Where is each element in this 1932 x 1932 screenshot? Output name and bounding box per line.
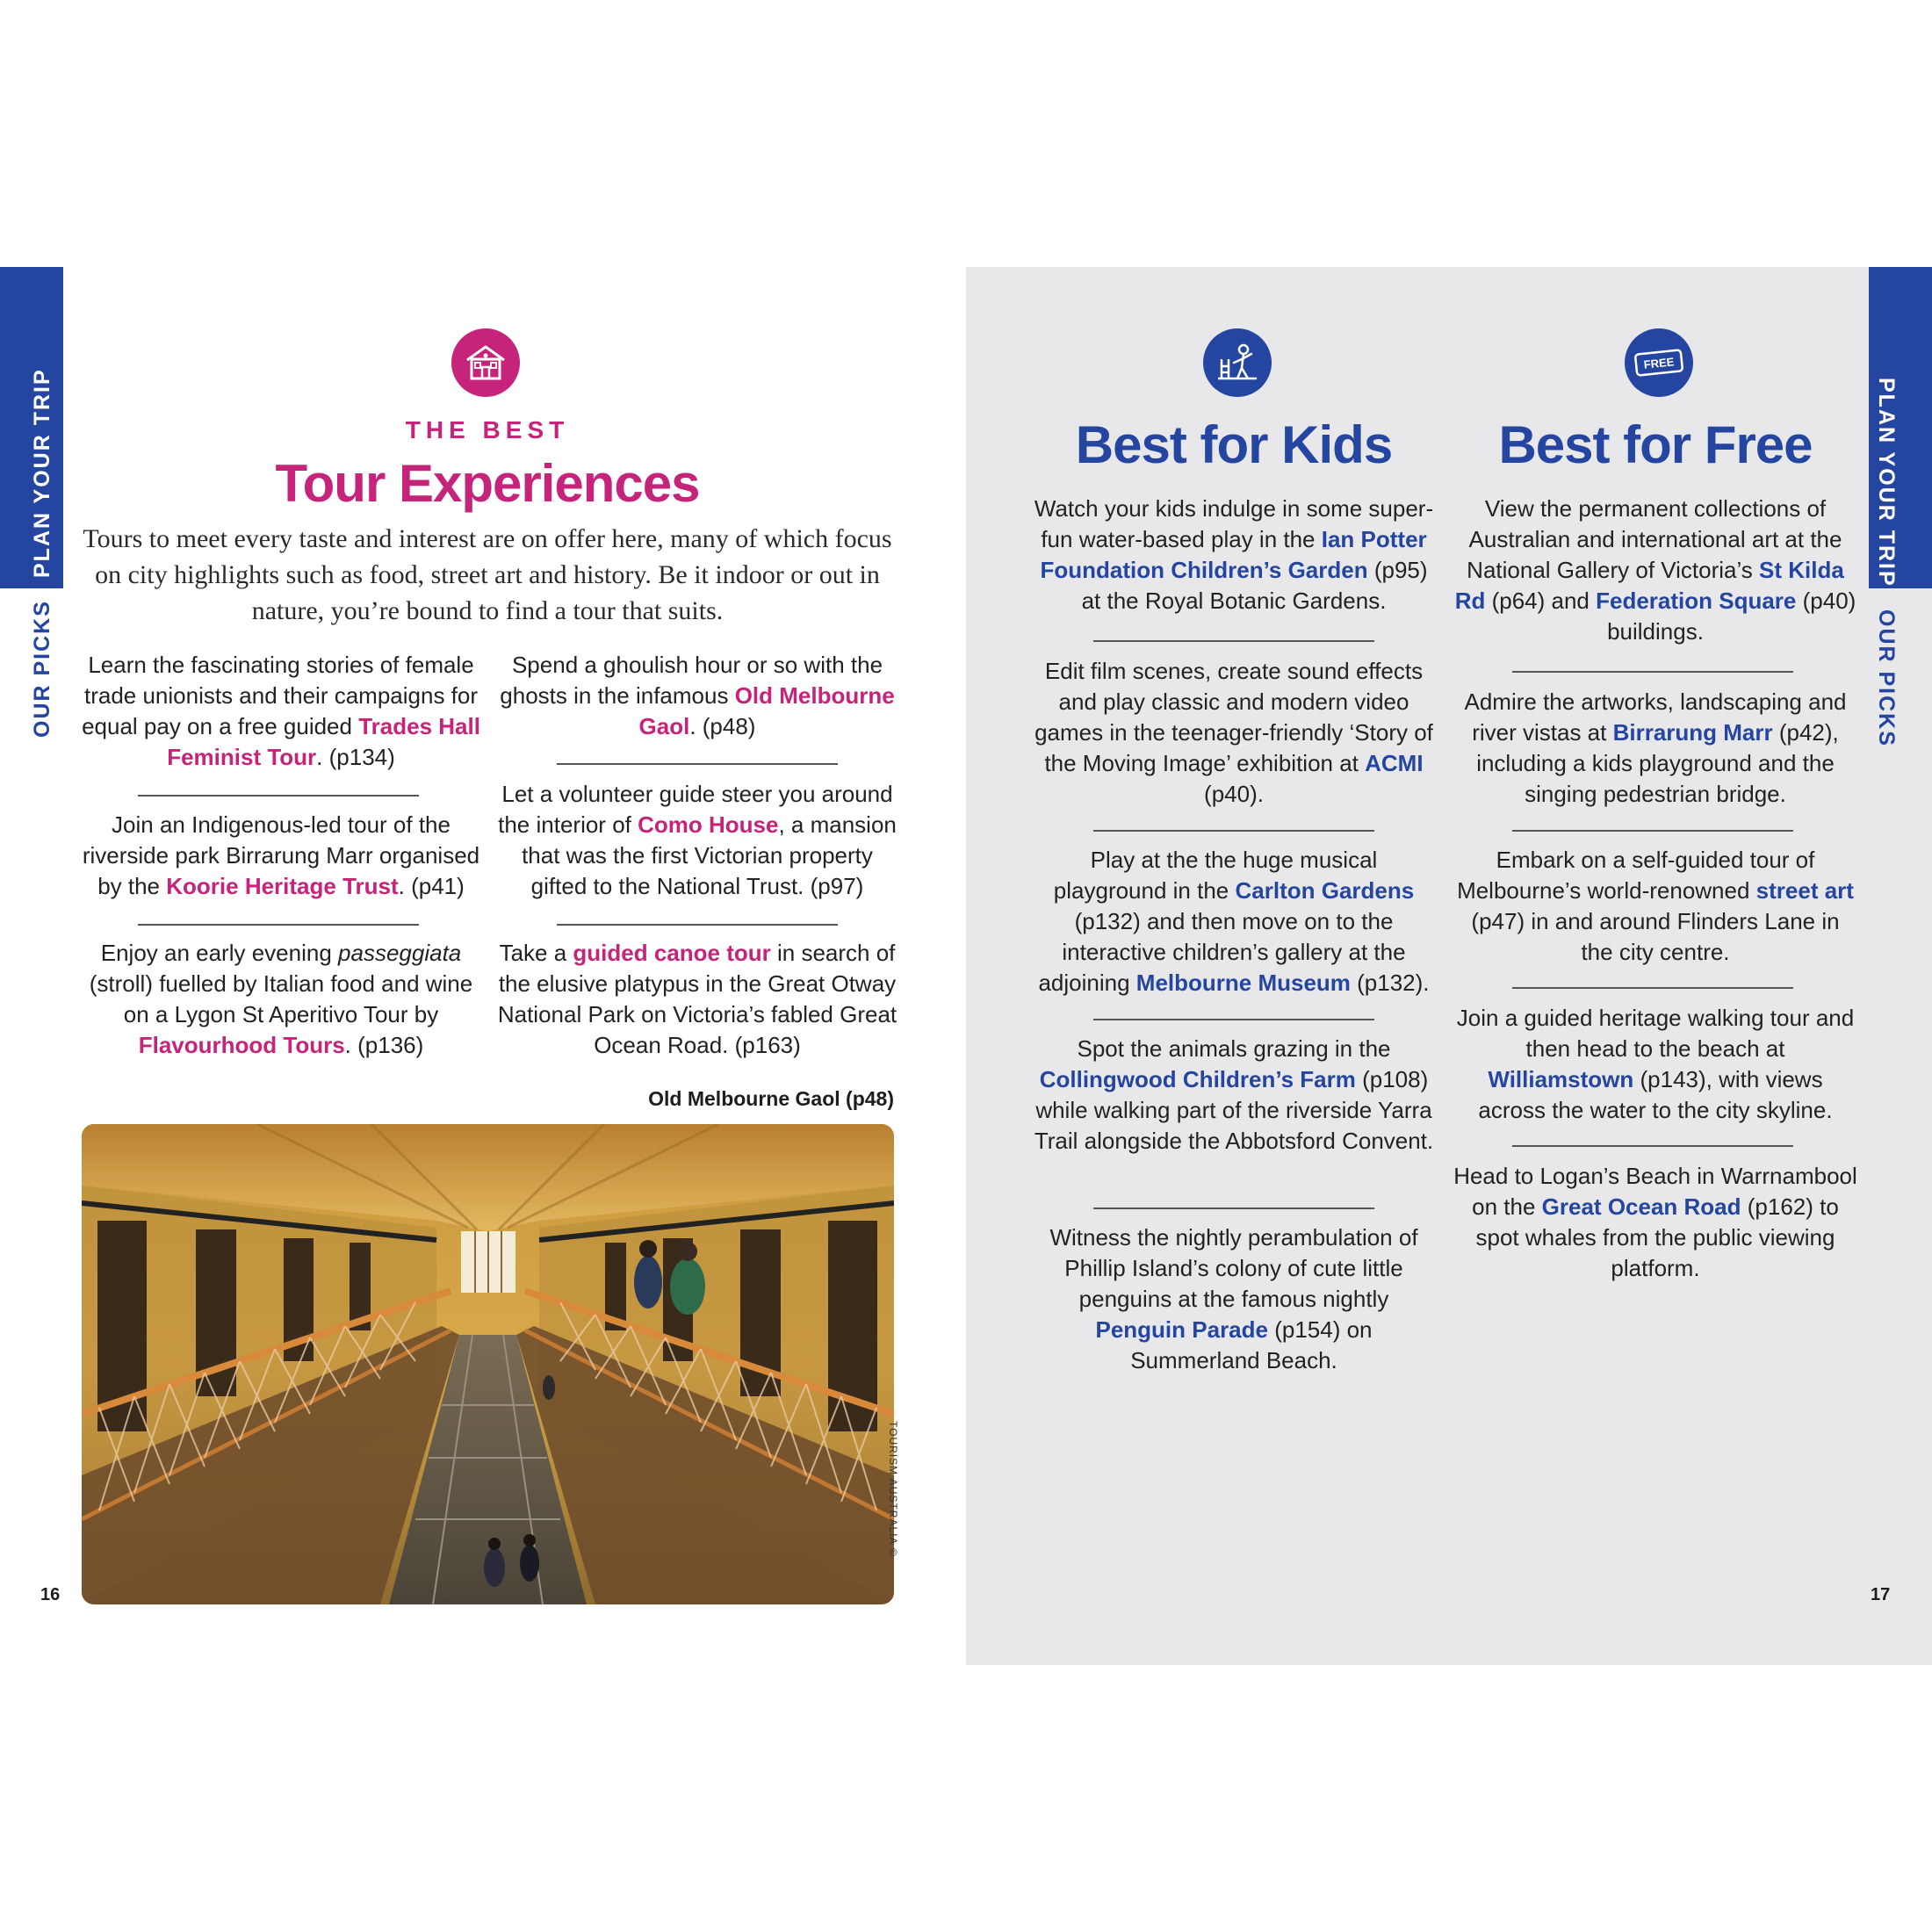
tour-link-canoe-tour[interactable]: guided canoe tour xyxy=(573,940,771,966)
divider xyxy=(1093,640,1374,642)
book-spread xyxy=(0,267,1932,1665)
divider xyxy=(1512,830,1793,832)
photo-caption: Old Melbourne Gaol (p48) xyxy=(648,1087,894,1110)
kids-link-melbourne-museum[interactable]: Melbourne Museum xyxy=(1135,970,1351,996)
tour-item: Let a volunteer guide steer you around the interior of Como House, a mansion that was the first Victorian property gifted to the National Trust. (p97) xyxy=(498,781,897,899)
divider xyxy=(1512,671,1793,673)
page-number-left: 16 xyxy=(40,1585,61,1604)
kids-title: Best for Kids xyxy=(1075,415,1393,474)
free-item: View the permanent collections of Australian and international art at the National Gallery of Victoria’s St Kilda Rd (p64) and Federation Square (p40) buildings. xyxy=(1454,495,1856,645)
divider xyxy=(557,924,838,926)
divider xyxy=(138,924,419,926)
house-icon xyxy=(451,328,520,397)
kids-item: Witness the nightly perambulation of Phillip Island’s colony of cute little penguins at the famous nightly Penguin Parade (p154) on Summerland Beach. xyxy=(1049,1224,1418,1373)
divider xyxy=(1093,1208,1374,1209)
tour-item: Join an Indigenous-led tour of the riverside park Birrarung Marr organised by the Koorie Heritage Trust. (p41) xyxy=(82,811,480,899)
tour-item: Spend a ghoulish hour or so with the ghosts in the infamous Old Melbourne Gaol. (p48) xyxy=(500,652,895,739)
tour-link-old-melbourne-gaol[interactable]: Old Melbourne Gaol xyxy=(638,682,895,739)
tour-item: Learn the fascinating stories of female trade unionists and their campaigns for equal pay on a free guided Trades Hall Feminist Tour. (p134) xyxy=(82,652,480,770)
kids-item: Play at the the huge musical playground in the Carlton Gardens (p132) and then move on to the interactive children’s gallery at the adjoining Melbourne Museum (p132). xyxy=(1038,847,1430,996)
section-intro: Tours to meet every taste and interest are on offer here, many of which focus on city highlights such as food, street art and history. Be it indoor or out in nature, you’re bound to find a tour that suits. xyxy=(83,524,892,625)
kids-item: Edit film scenes, create sound effects and play classic and modern video games in the teenager-friendly ‘Story of the Moving Image’ exhibition at ACMI (p40). xyxy=(1034,658,1433,807)
free-link-federation-square[interactable]: Federation Square xyxy=(1596,588,1797,614)
left-page xyxy=(0,267,966,1665)
kids-link-carlton-gardens[interactable]: Carlton Gardens xyxy=(1235,877,1415,904)
photo-credit: TOURISM AUSTRALIA © xyxy=(887,1421,899,1557)
photo-old-melbourne-gaol xyxy=(82,1124,894,1604)
side-tab-plan-your-trip: PLAN YOUR TRIP xyxy=(30,368,54,578)
tour-link-flavourhood[interactable]: Flavourhood Tours xyxy=(138,1032,345,1058)
divider xyxy=(1093,1019,1374,1020)
tour-link-como-house[interactable]: Como House xyxy=(638,811,779,838)
free-tag-icon xyxy=(1625,328,1693,397)
kids-link-collingwood-farm[interactable]: Collingwood Children’s Farm xyxy=(1039,1066,1356,1092)
kids-item: Spot the animals grazing in the Collingwood Children’s Farm (p108) while walking part of the riverside Yarra Trail alongside the Abbotsford Convent. xyxy=(1034,1035,1434,1154)
divider xyxy=(138,795,419,797)
page-number-right: 17 xyxy=(1871,1585,1891,1604)
section-kicker: THE BEST xyxy=(405,416,570,443)
child-playground-icon xyxy=(1203,328,1272,397)
free-link-st-kilda-rd[interactable]: St Kilda Rd xyxy=(1454,557,1844,614)
free-link-great-ocean-road[interactable]: Great Ocean Road xyxy=(1541,1193,1741,1220)
free-item: Join a guided heritage walking tour and then head to the beach at Williamstown (p143), with views across the water to the city skyline. xyxy=(1456,1005,1855,1123)
divider xyxy=(1093,830,1374,832)
divider xyxy=(1512,1145,1793,1147)
tour-link-koorie-heritage[interactable]: Koorie Heritage Trust xyxy=(166,873,399,899)
kids-link-ian-potter[interactable]: Ian Potter Foundation Children’s Garden xyxy=(1040,526,1427,583)
tour-link-trades-hall[interactable]: Trades Hall Feminist Tour xyxy=(167,713,480,770)
free-item: Admire the artworks, landscaping and river vistas at Birrarung Marr (p42), including a kids playground and the singing pedestrian bridge. xyxy=(1464,688,1847,807)
side-tab-our-picks-right: OUR PICKS xyxy=(1874,609,1899,747)
side-tab-plan-your-trip-right: PLAN YOUR TRIP xyxy=(1874,378,1899,588)
tour-item: Take a guided canoe tour in search of the elusive platypus in the Great Otway National Park on Victoria’s fabled Great Ocean Road. (p163) xyxy=(497,940,898,1058)
divider xyxy=(1512,987,1793,989)
kids-link-acmi[interactable]: ACMI xyxy=(1365,750,1424,776)
section-title: Tour Experiences xyxy=(275,454,700,513)
free-title: Best for Free xyxy=(1498,415,1813,474)
side-tab-our-picks: OUR PICKS xyxy=(30,600,54,738)
kids-item: Watch your kids indulge in some super-fun water-based play in the Ian Potter Foundation Children’s Garden (p95) at the Royal Botanic Gardens. xyxy=(1034,495,1434,614)
free-link-williamstown[interactable]: Williamstown xyxy=(1488,1066,1634,1092)
free-link-street-art[interactable]: street art xyxy=(1755,877,1854,904)
kids-link-penguin-parade[interactable]: Penguin Parade xyxy=(1095,1316,1268,1343)
free-link-birrarung-marr[interactable]: Birrarung Marr xyxy=(1612,719,1773,746)
tour-item: Enjoy an early evening passeggiata (stroll) fuelled by Italian food and wine on a Lygon St Aperitivo Tour by Flavourhood Tours. (p136) xyxy=(89,940,473,1058)
free-item: Embark on a self-guided tour of Melbourne’s world-renowned street art (p47) in and around Flinders Lane in the city centre. xyxy=(1457,847,1854,965)
free-item: Head to Logan’s Beach in Warrnambool on the Great Ocean Road (p162) to spot whales from the public viewing platform. xyxy=(1453,1163,1857,1281)
divider xyxy=(557,763,838,765)
svg-text:FREE: FREE xyxy=(1643,355,1676,371)
